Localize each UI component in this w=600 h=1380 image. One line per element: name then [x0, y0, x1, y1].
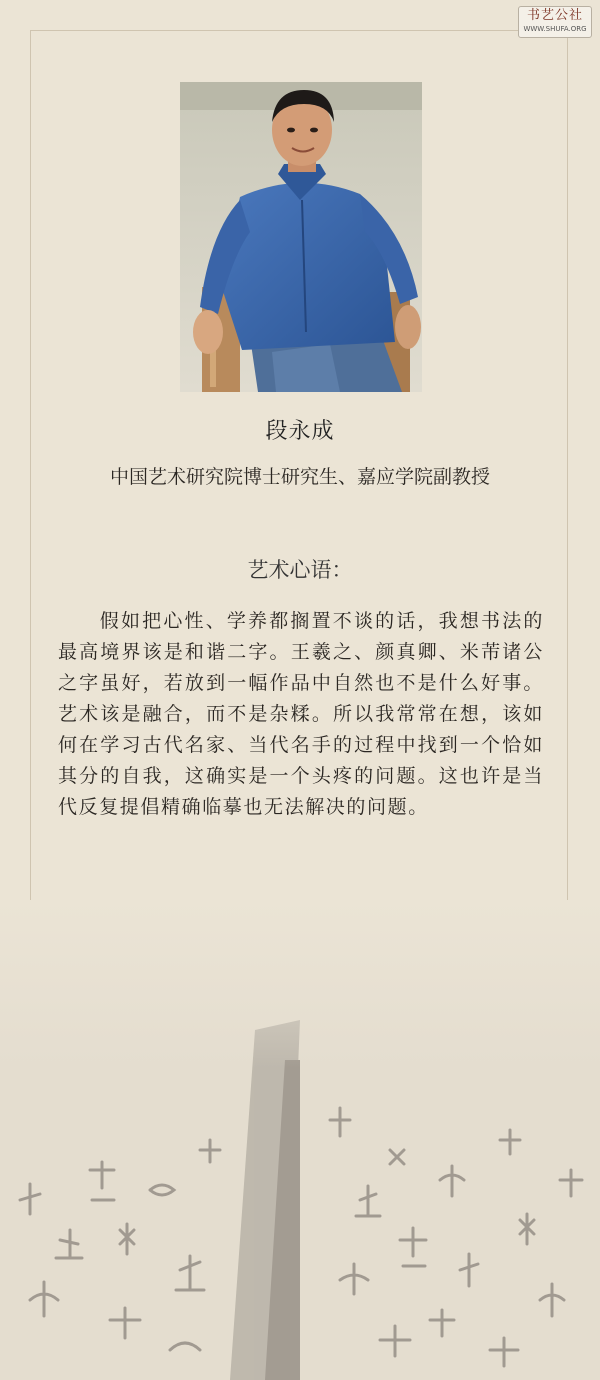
section-heading: 艺术心语：: [247, 558, 353, 582]
logo-url: WWW.SHUFA.ORG: [523, 25, 587, 33]
artist-statement: 假如把心性、学养都搁置不谈的话，我想书法的最高境界该是和谐二字。王羲之、颜真卿、米芾诸公之字虽好，若放到一幅作品中自然也不是什么好事。艺术该是融合，而不是杂糅。所以我常常在想，该如何在学习古代名家、当代名手的过程中找到一个恰如其分的自我，这确实是一个头疼的问题。这也许是当代反复提倡精确临摹也无法解决的问题。: [58, 610, 544, 818]
portrait-photo: [180, 82, 422, 392]
portrait-illustration: [180, 82, 422, 392]
background-calligraphy-texture: [0, 900, 600, 1380]
artist-title: 中国艺术研究院博士研究生、嘉应学院副教授: [109, 466, 490, 488]
artist-name: 段永成: [265, 419, 335, 444]
logo-text: 书艺公社: [526, 8, 583, 23]
site-watermark-logo: [518, 6, 592, 38]
